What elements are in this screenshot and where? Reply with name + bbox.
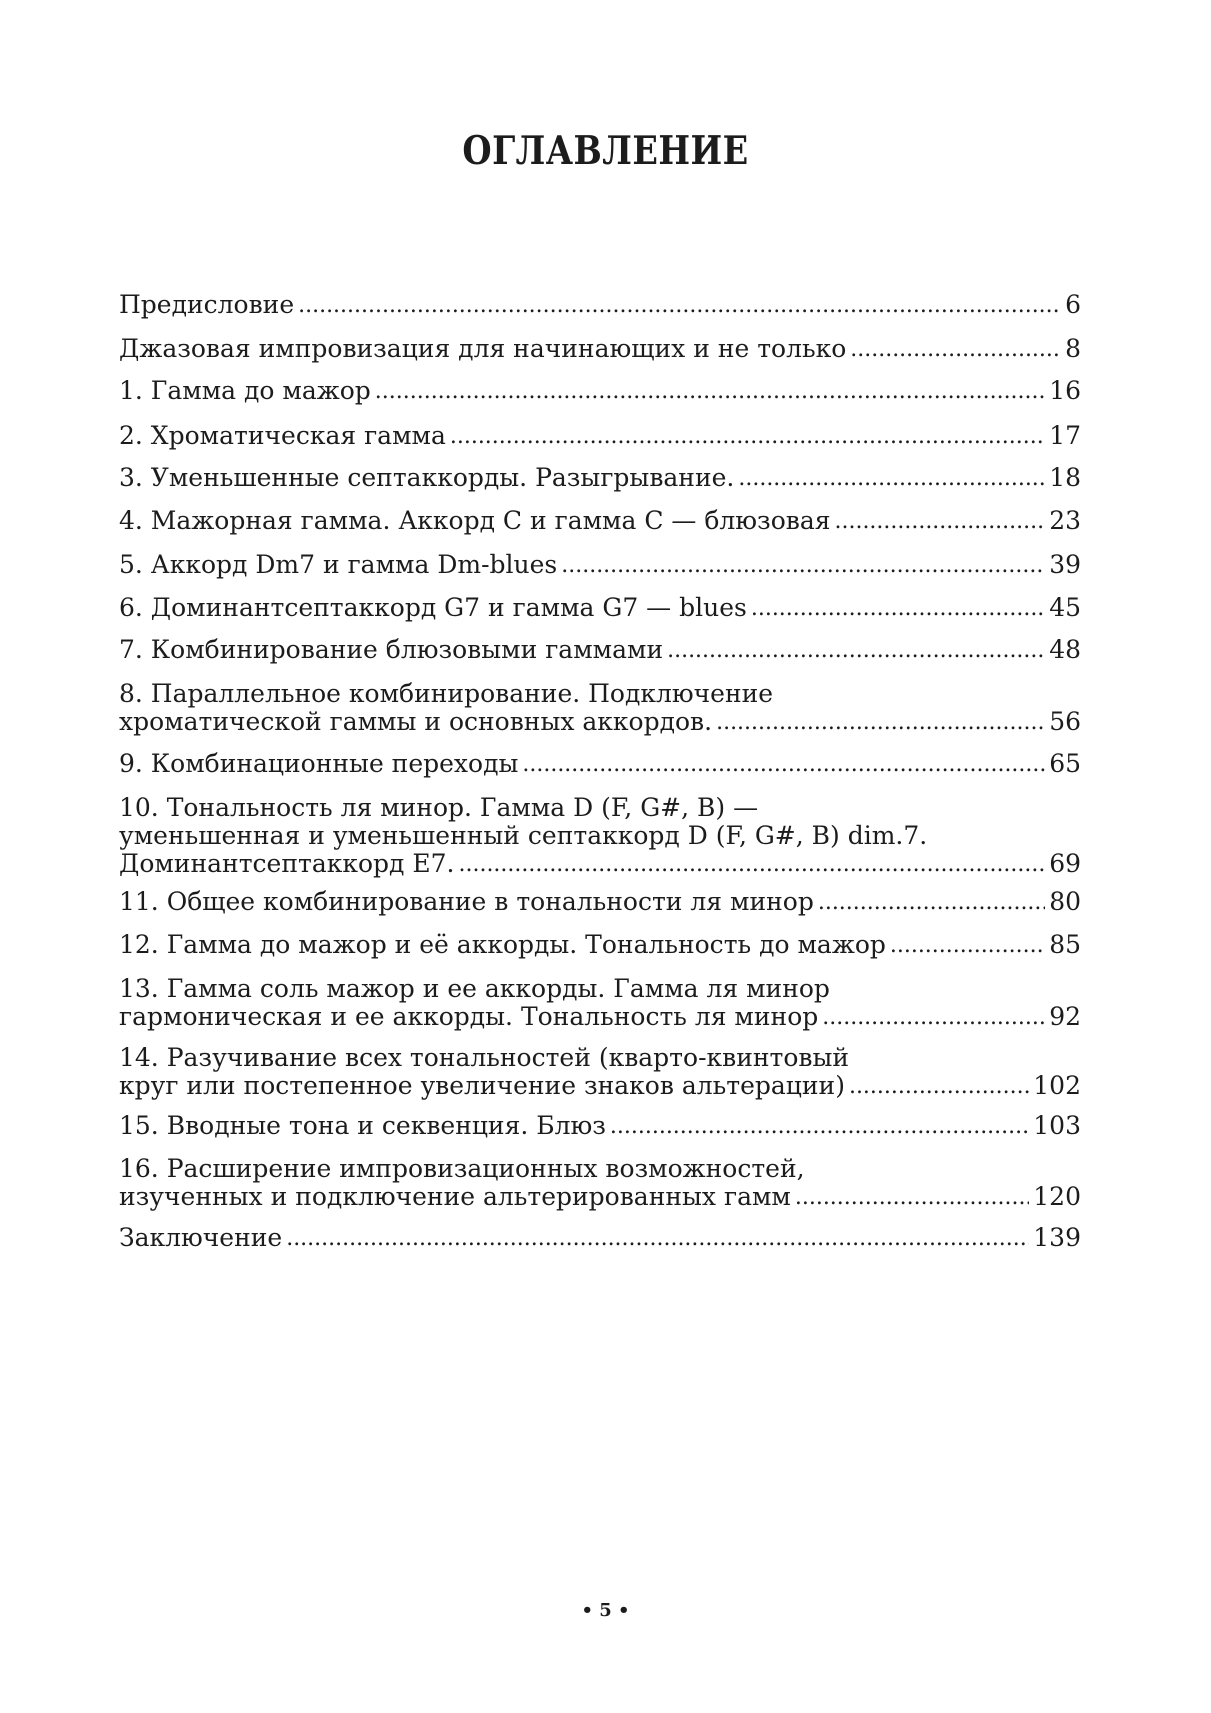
toc-entry-title: Джазовая импровизация для начинающих и не только xyxy=(119,334,847,363)
toc-page-number: 80 xyxy=(1049,887,1081,916)
toc-entry-title-line: уменьшенная и уменьшенный септаккорд D (F, G#, B) dim.7. xyxy=(119,821,928,850)
toc-page-number: 6 xyxy=(1065,290,1081,319)
toc-entry xyxy=(119,1044,1081,1100)
toc-entry-title-line: 10. Тональность ля минор. Гамма D (F, G#, B) — xyxy=(119,793,759,822)
toc-page-number: 92 xyxy=(1049,1002,1081,1031)
toc-page-number: 139 xyxy=(1033,1223,1081,1252)
toc-page-number: 56 xyxy=(1049,707,1081,736)
toc-entry xyxy=(119,1224,1081,1252)
toc-entry xyxy=(119,1155,1081,1211)
toc-page-number: 23 xyxy=(1049,506,1081,535)
dot-leader xyxy=(459,851,1046,879)
toc-entry xyxy=(119,377,1081,405)
dot-leader xyxy=(818,889,1045,917)
dot-leader xyxy=(522,751,1045,779)
toc-entry-title-line: 8. Параллельное комбинирование. Подключение xyxy=(119,679,774,708)
toc-entry-title: Предисловие xyxy=(119,290,295,319)
toc-page-number: 8 xyxy=(1065,334,1081,363)
toc-entry xyxy=(119,464,1081,492)
toc-entry xyxy=(119,794,1081,878)
dot-leader xyxy=(450,423,1045,451)
dot-leader xyxy=(716,709,1045,737)
toc-entry-title: 15. Вводные тона и секвенция. Блюз xyxy=(119,1111,606,1140)
dot-leader xyxy=(610,1113,1029,1141)
toc-page-number: 16 xyxy=(1049,376,1081,405)
dot-leader xyxy=(890,932,1045,960)
toc-entry xyxy=(119,750,1081,778)
toc-page-number: 103 xyxy=(1033,1111,1081,1140)
toc-entry xyxy=(119,931,1081,959)
table-of-contents xyxy=(119,0,1081,1713)
toc-page-number: 48 xyxy=(1049,635,1081,664)
toc-page-number: 45 xyxy=(1049,593,1081,622)
toc-entry-title: хроматической гаммы и основных аккордов. xyxy=(119,707,713,736)
toc-entry-title: 5. Аккорд Dm7 и гамма Dm-blues xyxy=(119,550,558,579)
toc-entry xyxy=(119,594,1081,622)
toc-page-number: 85 xyxy=(1049,930,1081,959)
toc-entry-title-line: 14. Разучивание всех тональностей (кварто-квинтовый xyxy=(119,1043,850,1072)
toc-entry xyxy=(119,551,1081,579)
toc-entry xyxy=(119,335,1081,363)
page-title: ОГЛАВЛЕНИЕ xyxy=(462,128,749,174)
toc-entry-title-line: 16. Расширение импровизационных возможностей, xyxy=(119,1154,805,1183)
toc-entry-title: 6. Доминантсептаккорд G7 и гамма G7 — blues xyxy=(119,593,747,622)
dot-leader xyxy=(561,552,1045,580)
toc-entry-title: 1. Гамма до мажор xyxy=(119,376,371,405)
toc-page-number: 120 xyxy=(1033,1182,1081,1211)
dot-leader xyxy=(849,1073,1029,1101)
toc-page-number: 102 xyxy=(1033,1071,1081,1100)
dot-leader xyxy=(835,508,1046,536)
toc-page-number: 17 xyxy=(1049,421,1081,450)
toc-entry-title: изученных и подключение альтерированных гамм xyxy=(119,1182,791,1211)
toc-entry-title: 4. Мажорная гамма. Аккорд C и гамма C — блюзовая xyxy=(119,506,831,535)
toc-entry-title: 11. Общее комбинирование в тональности ля минор xyxy=(119,887,814,916)
dot-leader xyxy=(850,336,1061,364)
toc-entry-title: 7. Комбинирование блюзовыми гаммами xyxy=(119,635,664,664)
toc-entry-title-line: 13. Гамма соль мажор и ее аккорды. Гамма ля минор xyxy=(119,974,830,1003)
toc-entry-title: гармоническая и ее аккорды. Тональность ля минор xyxy=(119,1002,819,1031)
dot-leader xyxy=(795,1184,1029,1212)
toc-entry-title: 12. Гамма до мажор и её аккорды. Тональность до мажор xyxy=(119,930,886,959)
toc-page-number: 18 xyxy=(1049,463,1081,492)
toc-entry xyxy=(119,507,1081,535)
toc-entry-title: круг или постепенное увеличение знаков альтерации) xyxy=(119,1071,845,1100)
dot-leader xyxy=(298,292,1061,320)
toc-page-number: 65 xyxy=(1049,749,1081,778)
page-number: • 5 • xyxy=(581,1600,630,1621)
dot-leader xyxy=(751,595,1045,623)
toc-page-number: 39 xyxy=(1049,550,1081,579)
dot-leader xyxy=(286,1225,1029,1253)
toc-entry xyxy=(119,680,1081,736)
toc-entry xyxy=(119,888,1081,916)
toc-entry xyxy=(119,291,1081,319)
toc-entry xyxy=(119,975,1081,1031)
toc-entry xyxy=(119,1112,1081,1140)
toc-entry-title: Заключение xyxy=(119,1223,283,1252)
toc-entry-title: 9. Комбинационные переходы xyxy=(119,749,519,778)
toc-entry-title: 3. Уменьшенные септаккорды. Разыгрывание. xyxy=(119,463,735,492)
dot-leader xyxy=(822,1004,1045,1032)
toc-page-number: 69 xyxy=(1049,849,1081,878)
dot-leader xyxy=(667,637,1045,665)
toc-entry-title: 2. Хроматическая гамма xyxy=(119,421,446,450)
toc-entry xyxy=(119,636,1081,664)
toc-entry-title: Доминантсептаккорд E7. xyxy=(119,849,455,878)
toc-entry xyxy=(119,422,1081,450)
dot-leader xyxy=(738,465,1045,493)
dot-leader xyxy=(375,378,1045,406)
